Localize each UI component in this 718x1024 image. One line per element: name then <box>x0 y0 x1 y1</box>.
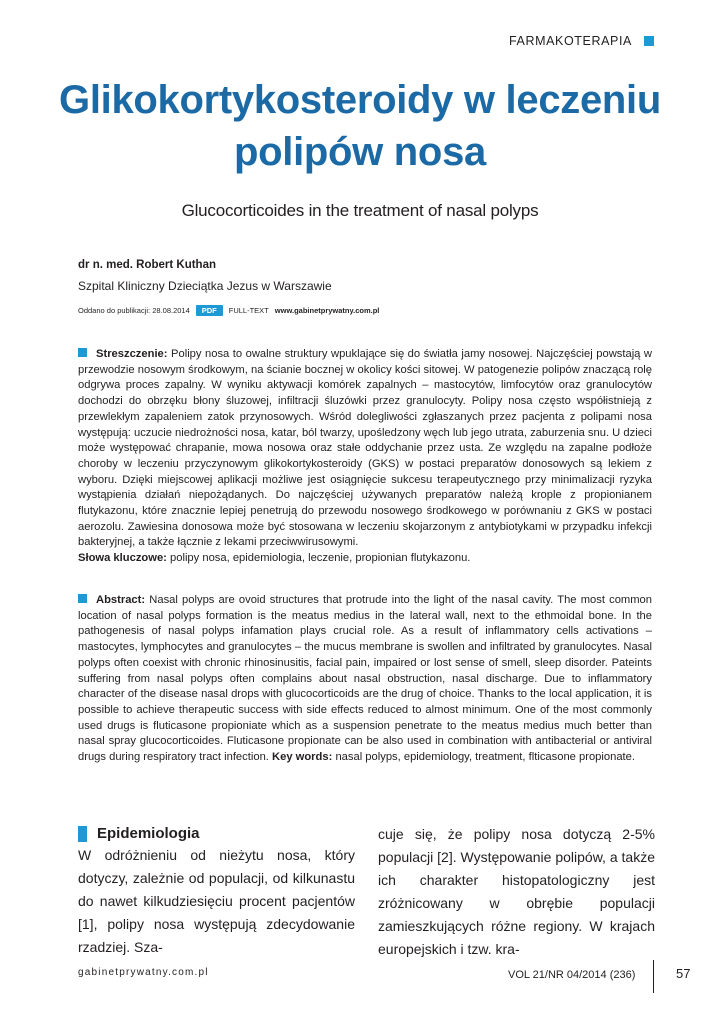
section-heading-text: Epidemiologia <box>97 825 200 842</box>
abstract-en-label: Abstract: <box>96 594 146 606</box>
body-text-right: cuje się, że polipy nosa dotyczą 2-5% populacji [2]. Występowanie polipów, a także ich charakter histopatologiczny jest zróżnicowany w obrębie populacji zamieszkujących różne regiony. W krajach europejskich i tzw. kra- <box>378 826 655 957</box>
abstract-square-icon <box>78 348 87 357</box>
abstract-pl-text: Polipy nosa to owalne struktury wpuklające się do światła jamy nosowej. Najczęściej powstają w przewodzie nosowym środkowym, na ścianie bocznej w okolicy kości sitowej. W patogenezie polipów znaczącą rolę odgrywa proces zapalny. W wyniku aktywacji komórek zapalnych – mastocytów, limfocytów oraz granulocytów dochodzi do obrzęku błony śluzowej, infiltracji śluzówki przez granulocyty. Polipy nosa często współistnieją z przewlekłym zapaleniem zatok przynosowych. Wśród dolegliwości zgłaszanych przez pacjenta z polipami nosa występują: uczucie niedrożności nosa, katar, ból twarzy, upośledzony węch lub jego utrata, zaburzenia snu. U dzieci może występować chrapanie, mowa nosowa oraz stałe oddychanie przez usta. Ze względu na zapalne podłoże choroby w leczeniu przyczynowym glikokortykosteroidy (GKS) w postaci preparatów donosowych są lekiem z wyboru. Dzięki miejscowej aplikacji możliwe jest osiągnięcie sukcesu terapeutycznego przy minimalizacji ryzyka wystąpienia działań niepożądanych. Do najczęściej używanych preparatów należą krople z propionianem flutykazonu, które znacznie lepiej penetrują do przewodu nosowego środkowego w porównaniu z GKS w postaci aerozolu. Zawiesina donosowa może być stosowana w leczeniu skojarzonym z antybiotykami w przypadku infekcji bakteryjnej, a także łącznie z lekami przeciwwirusowymi. <box>78 348 652 549</box>
submission-date: Oddano do publikacji: 28.08.2014 <box>78 306 190 315</box>
article-title <box>40 74 680 178</box>
publication-info <box>78 305 379 316</box>
section-label: FARMAKOTERAPIA <box>508 34 632 48</box>
fulltext-link[interactable]: www.gabinetprywatny.com.pl <box>274 306 380 315</box>
body-text-left: W odróżnieniu od nieżytu nosa, który dotyczy, zależnie od populacji, od kilkunastu do nawet kilkudziesięciu procent pacjentów [1], polipy nosa występują zdecydowanie rzadziej. Sza- <box>78 847 355 955</box>
article-subtitle: Glucocorticoides in the treatment of nasal polyps <box>181 201 539 220</box>
abstract-polish <box>78 347 652 567</box>
abstract-square-icon <box>78 594 87 603</box>
title-line-2: polipów nosa <box>234 130 486 174</box>
body-column-right <box>378 823 655 961</box>
footer-issue: VOL 21/NR 04/2014 (236) <box>508 969 636 981</box>
abstract-pl-label: Streszczenie: <box>96 348 168 360</box>
author-name: dr n. med. Robert Kuthan <box>78 259 216 271</box>
keywords-pl-text: polipy nosa, epidemiologia, leczenie, propionian flutykazonu. <box>170 552 471 565</box>
pdf-badge[interactable]: PDF <box>196 305 223 316</box>
section-square-icon <box>644 36 654 46</box>
page-number: 57 <box>676 966 691 981</box>
abstract-english <box>78 593 652 766</box>
footer-divider <box>653 960 654 993</box>
author-affiliation: Szpital Kliniczny Dzieciątka Jezus w Warszawie <box>78 279 332 293</box>
fulltext-label: FULL-TEXT <box>228 306 269 315</box>
keywords-en-label: Key words: <box>272 751 333 764</box>
body-column-left <box>78 823 355 959</box>
title-line-1: Glikokortykosteroidy w leczeniu <box>59 78 661 122</box>
section-heading <box>78 823 355 844</box>
keywords-en-text: nasal polyps, epidemiology, treatment, flticasone propionate. <box>335 751 635 764</box>
heading-square-icon <box>78 826 87 842</box>
footer-website: gabinetprywatny.com.pl <box>78 967 209 978</box>
section-header <box>509 34 654 48</box>
keywords-pl-label: Słowa kluczowe: <box>78 552 167 565</box>
abstract-en-text: Nasal polyps are ovoid structures that protrude into the light of the nasal cavity. The most common location of nasal polyps formation is the meatus medius in the lateral wall, next to the ethmoidal bone. In the pathogenesis of nasal polyps infamation plays crucial role. As a result of inflammatory cells activations – mastocytes, lymphocytes and granulocytes – the mucus membrane is swollen and infiltrated by granulocytes. Nasal polyps often coexist with chronic rhinosinusitis, facial pain, impaired or lost sense of smell, sleep disorder. Pateints suffering from nasal polyps often complains about nasal obstruction, nasal discharge. Due to inflammatory character of the disease nasal drops with glucocorticoids are the drug of choice. Thanks to the local application, it is possible to achieve therapeutic success with side effects reduced to almost minimum. One of the most commonly used drugs is fluticasone propioniate which as a suspension penetrate to the meatus medius much better than nasal spray glucocorticoides. Fluticasone propionate can be also used in combination with antibacterial or antiviral drugs during respiratory tract infection. <box>78 594 652 764</box>
